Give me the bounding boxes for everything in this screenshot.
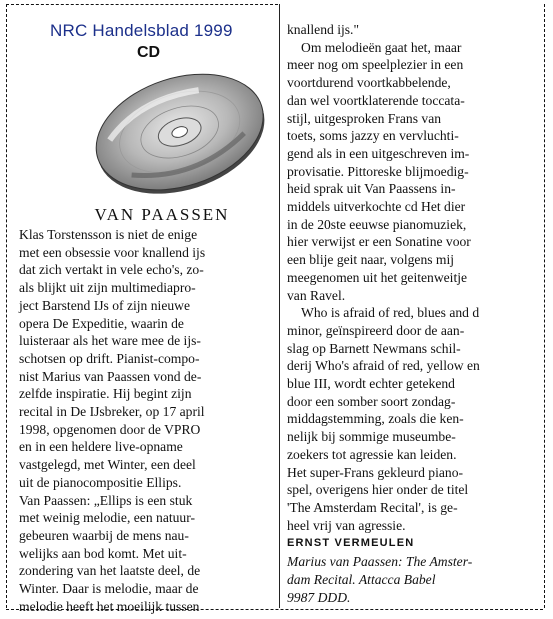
text-line: provisatie. Pittoreske blijmoedig-: [287, 163, 469, 179]
text-line: zoekers tot agressie kan leiden.: [287, 446, 457, 462]
text-line: recital in De IJsbreker, op 17 april: [19, 404, 205, 420]
text-line: gebeuren waarbij de mens nau-: [19, 527, 189, 543]
text-line: door een somber soort zondag-: [287, 393, 456, 409]
cd-disc-illustration: [91, 58, 269, 208]
text-line: een blije geit naar, volgens mij: [287, 252, 455, 268]
section-label: CD: [137, 44, 161, 61]
article-headline: VAN PAASSEN: [94, 205, 230, 224]
text-line: stijl, uitgesproken Frans van: [287, 110, 442, 126]
text-line: Who is afraid of red, blues and d: [301, 305, 480, 321]
text-line: en in een heldere live-opname: [19, 439, 183, 455]
credit-line: 9987 DDD.: [287, 589, 351, 605]
text-line: Winter. Daar is melodie, maar de: [19, 581, 199, 597]
text-line: minor, geïnspireerd door de aan-: [287, 322, 465, 338]
text-line: in de 20ste eeuwse pianomuziek,: [287, 216, 467, 232]
text-line: toets, soms jazzy en vervluchti-: [287, 128, 459, 144]
text-line: melodie heeft het moeilijk tussen: [19, 598, 200, 614]
text-line: voortdurend voortkabbelende,: [287, 75, 451, 91]
album-credits: [287, 553, 541, 606]
text-line: 1998, opgenomen door de VPRO: [19, 421, 201, 437]
text-line: met een obsessie voor knallend ijs: [19, 244, 206, 260]
text-line: dat zich vertakt in vele echo's, zo-: [19, 262, 204, 278]
text-line: slag op Barnett Newmans schil-: [287, 340, 461, 356]
text-line: uit de pianocompositie Ellips.: [19, 474, 182, 490]
newspaper-clipping: [6, 4, 545, 614]
source-label: NRC Handelsblad 1999: [50, 21, 233, 40]
text-line: van Ravel.: [287, 287, 346, 303]
text-line: zelfde inspiratie. Hij begint zijn: [19, 386, 192, 402]
text-line: gend als in een uitgeschreven im-: [287, 145, 470, 161]
text-line: 'The Amsterdam Recital', is ge-: [287, 499, 458, 515]
text-line: nist Marius van Paassen vond de-: [19, 368, 202, 384]
text-line: Klas Torstensson is niet de enige: [19, 227, 198, 242]
text-line: met weinig melodie, een natuur-: [19, 510, 196, 526]
text-line: schotsen op drift. Pianist-compo-: [19, 350, 200, 366]
text-line: heel vrij van agressie.: [287, 517, 406, 533]
text-line: Het super-Frans gekleurd piano-: [287, 464, 464, 480]
text-line: Van Paassen: „Ellips is een stuk: [19, 492, 193, 508]
text-line: spel, overigens hier onder de titel: [287, 482, 469, 498]
text-line: zondering van het laatste deel, de: [19, 563, 201, 579]
cut-border-right: [544, 4, 545, 608]
text-line: Om melodieën gaat het, maar: [301, 39, 462, 55]
credit-line: Marius van Paassen: The Amster-: [287, 554, 473, 570]
column-divider: [279, 4, 280, 608]
text-line: heid sprak uit Van Paassens in-: [287, 181, 456, 197]
author-byline: ERNST VERMEULEN: [287, 537, 415, 550]
text-line: opera De Expeditie, waarin de: [19, 315, 184, 331]
text-line: knallend ijs.": [287, 22, 359, 37]
text-line: vastgelegd, met Winter, een deel: [19, 457, 196, 473]
text-line: als blijkt uit zijn multimediapro-: [19, 280, 196, 296]
text-line: derij Who's afraid of red, yellow en: [287, 358, 480, 374]
cut-border-top: [6, 4, 278, 5]
text-line: luisteraar als het ware mee de ijs-: [19, 333, 201, 349]
text-line: ject Barstend IJs of zijn nieuwe: [19, 297, 191, 313]
text-line: dan wel voortklaterende toccata-: [287, 92, 465, 108]
text-line: blue III, wordt echter getekend: [287, 376, 455, 392]
cut-border-left: [6, 4, 7, 608]
text-line: middagstemming, zoals die ken-: [287, 411, 464, 427]
article-right-column: [287, 21, 541, 606]
text-line: meegenomen uit het geitenweitje: [287, 269, 468, 285]
credit-line: dam Recital. Attacca Babel: [287, 571, 436, 587]
text-line: middels uitverkochte cd Het dier: [287, 199, 466, 215]
text-line: hier verwijst er een Sonatine voor: [287, 234, 471, 250]
text-line: welijks aan bod komt. Met uit-: [19, 545, 187, 561]
article-left-column: [19, 226, 277, 615]
text-line: nelijk bij sommige museumbe-: [287, 429, 456, 445]
text-line: meer nog om speelplezier in een: [287, 57, 464, 73]
